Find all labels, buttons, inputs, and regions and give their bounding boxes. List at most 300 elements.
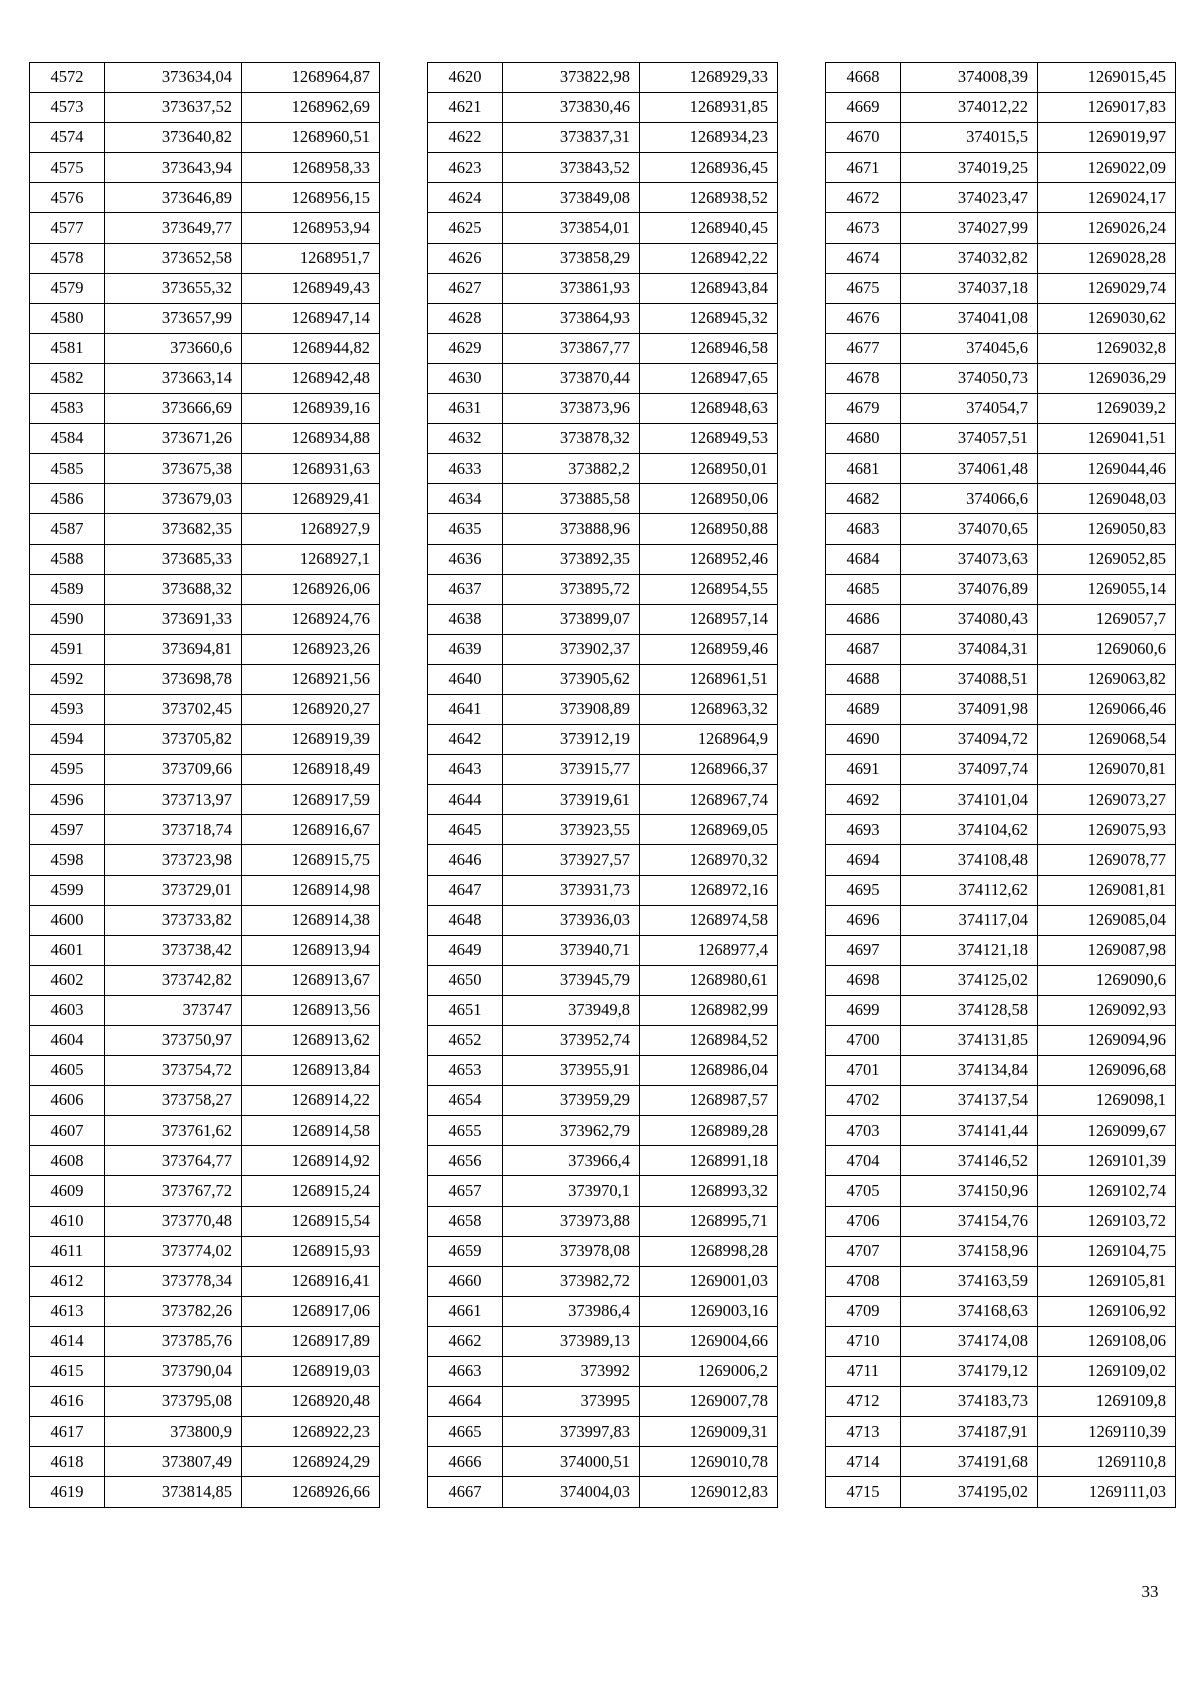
table-row bbox=[826, 63, 1176, 93]
y-coordinate-cell: 1269050,83 bbox=[1038, 514, 1176, 544]
point-number-cell: 4674 bbox=[826, 243, 901, 273]
point-number-cell: 4652 bbox=[428, 1026, 503, 1056]
point-number-cell: 4676 bbox=[826, 303, 901, 333]
y-coordinate-cell: 1268995,71 bbox=[640, 1206, 778, 1236]
point-number-cell: 4657 bbox=[428, 1176, 503, 1206]
point-number-cell: 4646 bbox=[428, 845, 503, 875]
table-row bbox=[428, 604, 778, 634]
point-number-cell: 4687 bbox=[826, 634, 901, 664]
point-number-cell: 4713 bbox=[826, 1417, 901, 1447]
table-row bbox=[30, 213, 380, 243]
x-coordinate-cell: 373899,07 bbox=[503, 604, 640, 634]
y-coordinate-cell: 1268998,28 bbox=[640, 1236, 778, 1266]
y-coordinate-cell: 1268923,26 bbox=[242, 634, 380, 664]
x-coordinate-cell: 373882,2 bbox=[503, 454, 640, 484]
point-number-cell: 4684 bbox=[826, 544, 901, 574]
x-coordinate-cell: 373936,03 bbox=[503, 905, 640, 935]
point-number-cell: 4670 bbox=[826, 123, 901, 153]
y-coordinate-cell: 1268945,32 bbox=[640, 303, 778, 333]
point-number-cell: 4625 bbox=[428, 213, 503, 243]
x-coordinate-cell: 374112,62 bbox=[901, 875, 1038, 905]
point-number-cell: 4635 bbox=[428, 514, 503, 544]
x-coordinate-cell: 373931,73 bbox=[503, 875, 640, 905]
y-coordinate-cell: 1269092,93 bbox=[1038, 995, 1176, 1025]
x-coordinate-cell: 373849,08 bbox=[503, 183, 640, 213]
point-number-cell: 4613 bbox=[30, 1296, 105, 1326]
y-coordinate-cell: 1268924,29 bbox=[242, 1447, 380, 1477]
x-coordinate-cell: 374134,84 bbox=[901, 1056, 1038, 1086]
x-coordinate-cell: 373663,14 bbox=[105, 363, 242, 393]
x-coordinate-cell: 373738,42 bbox=[105, 935, 242, 965]
y-coordinate-cell: 1268987,57 bbox=[640, 1086, 778, 1116]
x-coordinate-cell: 373747 bbox=[105, 995, 242, 1025]
point-number-cell: 4669 bbox=[826, 93, 901, 123]
x-coordinate-cell: 373688,32 bbox=[105, 574, 242, 604]
x-coordinate-cell: 373885,58 bbox=[503, 484, 640, 514]
x-coordinate-cell: 373895,72 bbox=[503, 574, 640, 604]
x-coordinate-cell: 373782,26 bbox=[105, 1296, 242, 1326]
x-coordinate-cell: 374000,51 bbox=[503, 1447, 640, 1477]
table-row bbox=[30, 123, 380, 153]
y-coordinate-cell: 1268919,39 bbox=[242, 725, 380, 755]
y-coordinate-cell: 1269098,1 bbox=[1038, 1086, 1176, 1116]
point-number-cell: 4690 bbox=[826, 725, 901, 755]
table-row bbox=[826, 1387, 1176, 1417]
x-coordinate-cell: 374054,7 bbox=[901, 394, 1038, 424]
x-coordinate-cell: 373905,62 bbox=[503, 664, 640, 694]
table-row bbox=[428, 213, 778, 243]
y-coordinate-cell: 1268942,22 bbox=[640, 243, 778, 273]
x-coordinate-cell: 373671,26 bbox=[105, 424, 242, 454]
y-coordinate-cell: 1268931,63 bbox=[242, 454, 380, 484]
point-number-cell: 4611 bbox=[30, 1236, 105, 1266]
x-coordinate-cell: 373655,32 bbox=[105, 273, 242, 303]
point-number-cell: 4703 bbox=[826, 1116, 901, 1146]
x-coordinate-cell: 374137,54 bbox=[901, 1086, 1038, 1116]
x-coordinate-cell: 373986,4 bbox=[503, 1296, 640, 1326]
x-coordinate-cell: 373870,44 bbox=[503, 363, 640, 393]
point-number-cell: 4662 bbox=[428, 1326, 503, 1356]
table-row bbox=[428, 1296, 778, 1326]
y-coordinate-cell: 1268964,9 bbox=[640, 725, 778, 755]
point-number-cell: 4705 bbox=[826, 1176, 901, 1206]
x-coordinate-cell: 373718,74 bbox=[105, 815, 242, 845]
table-row bbox=[30, 604, 380, 634]
y-coordinate-cell: 1268961,51 bbox=[640, 664, 778, 694]
point-number-cell: 4649 bbox=[428, 935, 503, 965]
table-row bbox=[30, 574, 380, 604]
y-coordinate-cell: 1268914,98 bbox=[242, 875, 380, 905]
point-number-cell: 4596 bbox=[30, 785, 105, 815]
point-number-cell: 4659 bbox=[428, 1236, 503, 1266]
table-row bbox=[428, 725, 778, 755]
table-row bbox=[428, 694, 778, 724]
point-number-cell: 4645 bbox=[428, 815, 503, 845]
x-coordinate-cell: 373657,99 bbox=[105, 303, 242, 333]
point-number-cell: 4650 bbox=[428, 965, 503, 995]
x-coordinate-cell: 373691,33 bbox=[105, 604, 242, 634]
y-coordinate-cell: 1268914,92 bbox=[242, 1146, 380, 1176]
table-row bbox=[30, 63, 380, 93]
table-row bbox=[30, 1447, 380, 1477]
x-coordinate-cell: 373640,82 bbox=[105, 123, 242, 153]
x-coordinate-cell: 374084,31 bbox=[901, 634, 1038, 664]
point-number-cell: 4604 bbox=[30, 1026, 105, 1056]
coordinates-table-2 bbox=[427, 62, 778, 1508]
table-row bbox=[428, 1056, 778, 1086]
table-row bbox=[428, 965, 778, 995]
point-number-cell: 4589 bbox=[30, 574, 105, 604]
x-coordinate-cell: 374045,6 bbox=[901, 333, 1038, 363]
point-number-cell: 4632 bbox=[428, 424, 503, 454]
x-coordinate-cell: 373790,04 bbox=[105, 1357, 242, 1387]
point-number-cell: 4695 bbox=[826, 875, 901, 905]
table-row bbox=[428, 995, 778, 1025]
point-number-cell: 4617 bbox=[30, 1417, 105, 1447]
point-number-cell: 4584 bbox=[30, 424, 105, 454]
table-row bbox=[30, 514, 380, 544]
point-number-cell: 4673 bbox=[826, 213, 901, 243]
y-coordinate-cell: 1268953,94 bbox=[242, 213, 380, 243]
point-number-cell: 4648 bbox=[428, 905, 503, 935]
x-coordinate-cell: 374191,68 bbox=[901, 1447, 1038, 1477]
y-coordinate-cell: 1269081,81 bbox=[1038, 875, 1176, 905]
x-coordinate-cell: 373982,72 bbox=[503, 1266, 640, 1296]
y-coordinate-cell: 1268949,53 bbox=[640, 424, 778, 454]
point-number-cell: 4714 bbox=[826, 1447, 901, 1477]
x-coordinate-cell: 374141,44 bbox=[901, 1116, 1038, 1146]
point-number-cell: 4677 bbox=[826, 333, 901, 363]
point-number-cell: 4605 bbox=[30, 1056, 105, 1086]
y-coordinate-cell: 1268931,85 bbox=[640, 93, 778, 123]
y-coordinate-cell: 1269009,31 bbox=[640, 1417, 778, 1447]
x-coordinate-cell: 374174,08 bbox=[901, 1326, 1038, 1356]
x-coordinate-cell: 373723,98 bbox=[105, 845, 242, 875]
y-coordinate-cell: 1269101,39 bbox=[1038, 1146, 1176, 1176]
y-coordinate-cell: 1268938,52 bbox=[640, 183, 778, 213]
point-number-cell: 4627 bbox=[428, 273, 503, 303]
y-coordinate-cell: 1269052,85 bbox=[1038, 544, 1176, 574]
point-number-cell: 4631 bbox=[428, 394, 503, 424]
point-number-cell: 4616 bbox=[30, 1387, 105, 1417]
table-row bbox=[428, 243, 778, 273]
point-number-cell: 4678 bbox=[826, 363, 901, 393]
x-coordinate-cell: 373750,97 bbox=[105, 1026, 242, 1056]
x-coordinate-cell: 373892,35 bbox=[503, 544, 640, 574]
table-row bbox=[428, 935, 778, 965]
y-coordinate-cell: 1269024,17 bbox=[1038, 183, 1176, 213]
y-coordinate-cell: 1268913,62 bbox=[242, 1026, 380, 1056]
table-row bbox=[826, 1357, 1176, 1387]
x-coordinate-cell: 373675,38 bbox=[105, 454, 242, 484]
y-coordinate-cell: 1269029,74 bbox=[1038, 273, 1176, 303]
table-row bbox=[428, 544, 778, 574]
x-coordinate-cell: 373814,85 bbox=[105, 1477, 242, 1507]
x-coordinate-cell: 373830,46 bbox=[503, 93, 640, 123]
y-coordinate-cell: 1269001,03 bbox=[640, 1266, 778, 1296]
y-coordinate-cell: 1269060,6 bbox=[1038, 634, 1176, 664]
y-coordinate-cell: 1268951,7 bbox=[242, 243, 380, 273]
x-coordinate-cell: 374104,62 bbox=[901, 815, 1038, 845]
x-coordinate-cell: 373837,31 bbox=[503, 123, 640, 153]
table-row bbox=[428, 1357, 778, 1387]
table-row bbox=[826, 1236, 1176, 1266]
y-coordinate-cell: 1268915,93 bbox=[242, 1236, 380, 1266]
x-coordinate-cell: 374076,89 bbox=[901, 574, 1038, 604]
x-coordinate-cell: 374015,5 bbox=[901, 123, 1038, 153]
point-number-cell: 4590 bbox=[30, 604, 105, 634]
x-coordinate-cell: 373770,48 bbox=[105, 1206, 242, 1236]
table-row bbox=[826, 273, 1176, 303]
point-number-cell: 4601 bbox=[30, 935, 105, 965]
table-row bbox=[826, 1296, 1176, 1326]
y-coordinate-cell: 1269106,92 bbox=[1038, 1296, 1176, 1326]
table-row bbox=[826, 875, 1176, 905]
point-number-cell: 4702 bbox=[826, 1086, 901, 1116]
y-coordinate-cell: 1269108,06 bbox=[1038, 1326, 1176, 1356]
table-row bbox=[826, 153, 1176, 183]
point-number-cell: 4595 bbox=[30, 755, 105, 785]
y-coordinate-cell: 1268914,58 bbox=[242, 1116, 380, 1146]
x-coordinate-cell: 374023,47 bbox=[901, 183, 1038, 213]
table-row bbox=[826, 1026, 1176, 1056]
point-number-cell: 4686 bbox=[826, 604, 901, 634]
table-row bbox=[826, 755, 1176, 785]
point-number-cell: 4591 bbox=[30, 634, 105, 664]
y-coordinate-cell: 1269055,14 bbox=[1038, 574, 1176, 604]
table-row bbox=[428, 634, 778, 664]
x-coordinate-cell: 373698,78 bbox=[105, 664, 242, 694]
y-coordinate-cell: 1268946,58 bbox=[640, 333, 778, 363]
x-coordinate-cell: 373864,93 bbox=[503, 303, 640, 333]
point-number-cell: 4572 bbox=[30, 63, 105, 93]
point-number-cell: 4672 bbox=[826, 183, 901, 213]
point-number-cell: 4681 bbox=[826, 454, 901, 484]
point-number-cell: 4578 bbox=[30, 243, 105, 273]
x-coordinate-cell: 373785,76 bbox=[105, 1326, 242, 1356]
x-coordinate-cell: 373858,29 bbox=[503, 243, 640, 273]
table-row bbox=[30, 664, 380, 694]
y-coordinate-cell: 1268989,28 bbox=[640, 1116, 778, 1146]
point-number-cell: 4639 bbox=[428, 634, 503, 664]
x-coordinate-cell: 374057,51 bbox=[901, 424, 1038, 454]
table-row bbox=[826, 1176, 1176, 1206]
x-coordinate-cell: 374163,59 bbox=[901, 1266, 1038, 1296]
page-number: 33 bbox=[1141, 1582, 1159, 1601]
point-number-cell: 4696 bbox=[826, 905, 901, 935]
x-coordinate-cell: 373778,34 bbox=[105, 1266, 242, 1296]
point-number-cell: 4612 bbox=[30, 1266, 105, 1296]
y-coordinate-cell: 1268917,59 bbox=[242, 785, 380, 815]
point-number-cell: 4618 bbox=[30, 1447, 105, 1477]
point-number-cell: 4642 bbox=[428, 725, 503, 755]
x-coordinate-cell: 373649,77 bbox=[105, 213, 242, 243]
y-coordinate-cell: 1269111,03 bbox=[1038, 1477, 1176, 1507]
y-coordinate-cell: 1268964,87 bbox=[242, 63, 380, 93]
table-row bbox=[428, 574, 778, 604]
point-number-cell: 4609 bbox=[30, 1176, 105, 1206]
table-row bbox=[826, 363, 1176, 393]
table-row bbox=[30, 363, 380, 393]
x-coordinate-cell: 374150,96 bbox=[901, 1176, 1038, 1206]
table-row bbox=[428, 183, 778, 213]
point-number-cell: 4651 bbox=[428, 995, 503, 1025]
y-coordinate-cell: 1268934,88 bbox=[242, 424, 380, 454]
x-coordinate-cell: 373800,9 bbox=[105, 1417, 242, 1447]
point-number-cell: 4626 bbox=[428, 243, 503, 273]
table-row bbox=[30, 1417, 380, 1447]
x-coordinate-cell: 374125,02 bbox=[901, 965, 1038, 995]
table-row bbox=[428, 454, 778, 484]
table-row bbox=[826, 394, 1176, 424]
table-row bbox=[826, 634, 1176, 664]
x-coordinate-cell: 373634,04 bbox=[105, 63, 242, 93]
y-coordinate-cell: 1268920,48 bbox=[242, 1387, 380, 1417]
y-coordinate-cell: 1269030,62 bbox=[1038, 303, 1176, 333]
x-coordinate-cell: 373861,93 bbox=[503, 273, 640, 303]
y-coordinate-cell: 1268962,69 bbox=[242, 93, 380, 123]
y-coordinate-cell: 1269022,09 bbox=[1038, 153, 1176, 183]
y-coordinate-cell: 1269007,78 bbox=[640, 1387, 778, 1417]
table-row bbox=[826, 1146, 1176, 1176]
x-coordinate-cell: 374146,52 bbox=[901, 1146, 1038, 1176]
table-row bbox=[428, 815, 778, 845]
y-coordinate-cell: 1268942,48 bbox=[242, 363, 380, 393]
x-coordinate-cell: 373940,71 bbox=[503, 935, 640, 965]
point-number-cell: 4580 bbox=[30, 303, 105, 333]
point-number-cell: 4692 bbox=[826, 785, 901, 815]
y-coordinate-cell: 1268943,84 bbox=[640, 273, 778, 303]
table-row bbox=[826, 1326, 1176, 1356]
y-coordinate-cell: 1268957,14 bbox=[640, 604, 778, 634]
table-row bbox=[428, 484, 778, 514]
point-number-cell: 4680 bbox=[826, 424, 901, 454]
table-row bbox=[30, 1296, 380, 1326]
x-coordinate-cell: 373949,8 bbox=[503, 995, 640, 1025]
table-row bbox=[30, 484, 380, 514]
y-coordinate-cell: 1269070,81 bbox=[1038, 755, 1176, 785]
point-number-cell: 4709 bbox=[826, 1296, 901, 1326]
table-row bbox=[30, 1236, 380, 1266]
x-coordinate-cell: 374066,6 bbox=[901, 484, 1038, 514]
table-row bbox=[428, 1266, 778, 1296]
table-row bbox=[30, 333, 380, 363]
y-coordinate-cell: 1268966,37 bbox=[640, 755, 778, 785]
table-row bbox=[826, 183, 1176, 213]
x-coordinate-cell: 374027,99 bbox=[901, 213, 1038, 243]
x-coordinate-cell: 373867,77 bbox=[503, 333, 640, 363]
point-number-cell: 4704 bbox=[826, 1146, 901, 1176]
x-coordinate-cell: 374128,58 bbox=[901, 995, 1038, 1025]
x-coordinate-cell: 373742,82 bbox=[105, 965, 242, 995]
point-number-cell: 4614 bbox=[30, 1326, 105, 1356]
table-row bbox=[826, 1447, 1176, 1477]
point-number-cell: 4574 bbox=[30, 123, 105, 153]
x-coordinate-cell: 374037,18 bbox=[901, 273, 1038, 303]
x-coordinate-cell: 373945,79 bbox=[503, 965, 640, 995]
x-coordinate-cell: 374008,39 bbox=[901, 63, 1038, 93]
x-coordinate-cell: 373666,69 bbox=[105, 394, 242, 424]
table-body bbox=[30, 63, 380, 1508]
point-number-cell: 4634 bbox=[428, 484, 503, 514]
y-coordinate-cell: 1269012,83 bbox=[640, 1477, 778, 1507]
table-row bbox=[826, 965, 1176, 995]
table-row bbox=[826, 1056, 1176, 1086]
point-number-cell: 4579 bbox=[30, 273, 105, 303]
x-coordinate-cell: 373902,37 bbox=[503, 634, 640, 664]
y-coordinate-cell: 1269105,81 bbox=[1038, 1266, 1176, 1296]
x-coordinate-cell: 374101,04 bbox=[901, 785, 1038, 815]
point-number-cell: 4712 bbox=[826, 1387, 901, 1417]
table-row bbox=[826, 604, 1176, 634]
y-coordinate-cell: 1269102,74 bbox=[1038, 1176, 1176, 1206]
point-number-cell: 4576 bbox=[30, 183, 105, 213]
y-coordinate-cell: 1268922,23 bbox=[242, 1417, 380, 1447]
y-coordinate-cell: 1269028,28 bbox=[1038, 243, 1176, 273]
table-row bbox=[30, 273, 380, 303]
table-row bbox=[30, 694, 380, 724]
table-row bbox=[826, 424, 1176, 454]
x-coordinate-cell: 373761,62 bbox=[105, 1116, 242, 1146]
x-coordinate-cell: 373923,55 bbox=[503, 815, 640, 845]
point-number-cell: 4679 bbox=[826, 394, 901, 424]
x-coordinate-cell: 373652,58 bbox=[105, 243, 242, 273]
x-coordinate-cell: 373758,27 bbox=[105, 1086, 242, 1116]
y-coordinate-cell: 1268917,06 bbox=[242, 1296, 380, 1326]
point-number-cell: 4607 bbox=[30, 1116, 105, 1146]
x-coordinate-cell: 373774,02 bbox=[105, 1236, 242, 1266]
y-coordinate-cell: 1269010,78 bbox=[640, 1447, 778, 1477]
table-row bbox=[30, 243, 380, 273]
table-row bbox=[826, 1266, 1176, 1296]
x-coordinate-cell: 373643,94 bbox=[105, 153, 242, 183]
table-row bbox=[30, 755, 380, 785]
x-coordinate-cell: 373637,52 bbox=[105, 93, 242, 123]
point-number-cell: 4598 bbox=[30, 845, 105, 875]
table-row bbox=[30, 1266, 380, 1296]
table-row bbox=[30, 1086, 380, 1116]
y-coordinate-cell: 1268916,67 bbox=[242, 815, 380, 845]
table-row bbox=[826, 1477, 1176, 1507]
point-number-cell: 4615 bbox=[30, 1357, 105, 1387]
y-coordinate-cell: 1268956,15 bbox=[242, 183, 380, 213]
table-row bbox=[30, 544, 380, 574]
y-coordinate-cell: 1268927,1 bbox=[242, 544, 380, 574]
y-coordinate-cell: 1269036,29 bbox=[1038, 363, 1176, 393]
table-row bbox=[826, 333, 1176, 363]
y-coordinate-cell: 1268920,27 bbox=[242, 694, 380, 724]
point-number-cell: 4606 bbox=[30, 1086, 105, 1116]
point-number-cell: 4623 bbox=[428, 153, 503, 183]
table-body bbox=[826, 63, 1176, 1508]
y-coordinate-cell: 1268924,76 bbox=[242, 604, 380, 634]
point-number-cell: 4643 bbox=[428, 755, 503, 785]
table-row bbox=[826, 845, 1176, 875]
table-row bbox=[428, 1417, 778, 1447]
y-coordinate-cell: 1269003,16 bbox=[640, 1296, 778, 1326]
y-coordinate-cell: 1268934,23 bbox=[640, 123, 778, 153]
x-coordinate-cell: 374097,74 bbox=[901, 755, 1038, 785]
table-row bbox=[826, 725, 1176, 755]
table-row bbox=[30, 634, 380, 664]
table-row bbox=[428, 785, 778, 815]
x-coordinate-cell: 374168,63 bbox=[901, 1296, 1038, 1326]
y-coordinate-cell: 1269063,82 bbox=[1038, 664, 1176, 694]
table-row bbox=[826, 995, 1176, 1025]
point-number-cell: 4699 bbox=[826, 995, 901, 1025]
table-row bbox=[30, 785, 380, 815]
table-row bbox=[30, 93, 380, 123]
